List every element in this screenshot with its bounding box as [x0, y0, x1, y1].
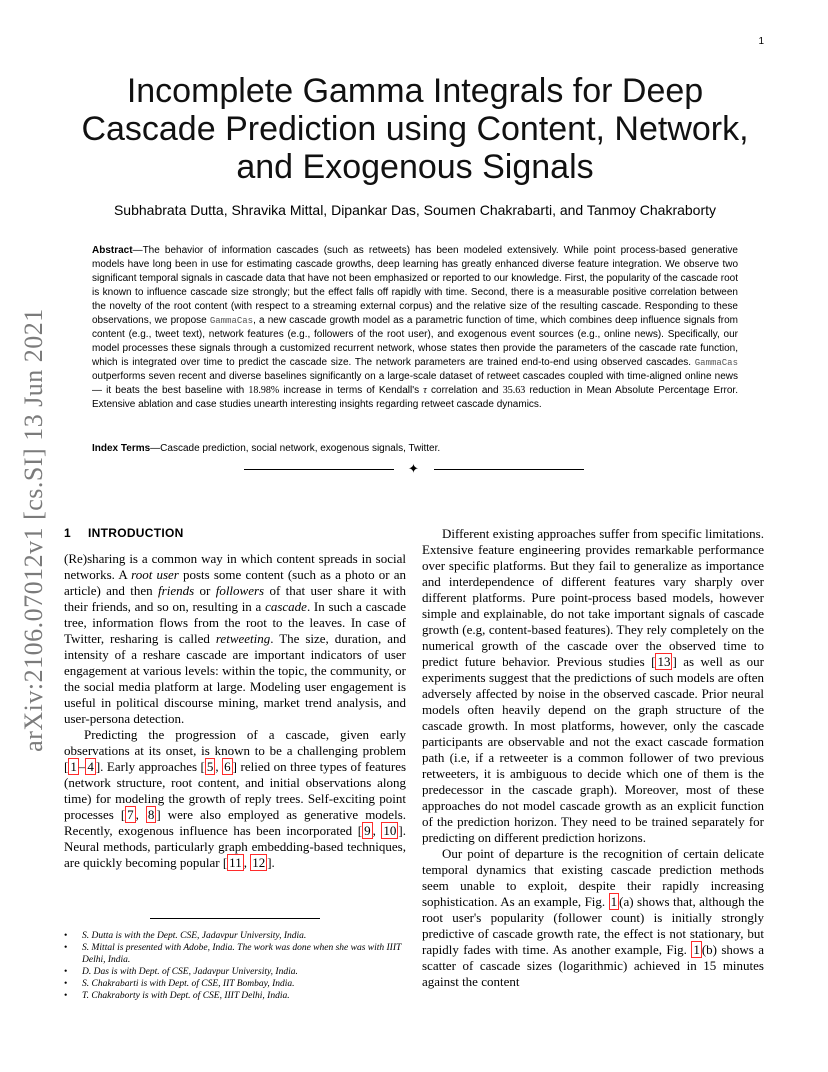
- model-name: GammaCas: [694, 358, 738, 368]
- section-heading: [64, 526, 406, 540]
- abstract-text: outperforms seven recent and diverse baselines significantly on a large-scale dataset of retweet cascades coupled with time-aligned online news — it beats the best baseline with: [92, 371, 738, 396]
- intro-paragraph-2: Predicting the progression of a cascade, given early observations at its onset, is known to be a challenging problem [ 1 – 4 ]. Early approaches [ 5 , 6 ] relied on three types of features (network structure, root content, and initial observations along time) for modeling the growth of reply trees. Self-exciting point processes [ 7 , 8 ] were also employed as generative models. Recently, exogenous influence has been incorporated [ 9 , 10 ]. Neural methods, particularly graph embedding-based techniques, are quickly becoming popular [ 11 , 12 ].: [64, 727, 407, 870]
- citation-link[interactable]: 11: [229, 855, 242, 870]
- page-number: 1: [758, 36, 764, 47]
- bullet-icon: •: [64, 931, 68, 941]
- bullet-icon: •: [64, 943, 68, 953]
- right-column: [422, 526, 764, 990]
- kendall-increase: 18.98%: [248, 385, 280, 396]
- index-terms: [92, 442, 738, 456]
- intro-paragraph-1: (Re)sharing is a common way in which content spreads in social networks. A root user posts some content (such as a photo or an article) and then friends or followers of that user share it with their friends, and so on, resulting in a cascade. In such a cascade tree, information flows from the root to the leaves. In case of Twitter, resharing is called retweeting. The size, duration, and intensity of a reshare cascade are important indicators of user engagement at various levels: within the topic, the community, or the social media platform at large. Modeling user engagement is useful in political discourse mining, market trend analysis, and user-persona detection.: [64, 551, 406, 726]
- footnote-item: • T. Chakraborty is with Dept. of CSE, IIIT Delhi, India.: [64, 991, 290, 1001]
- citation-link[interactable]: 12: [252, 855, 266, 870]
- section-divider: [244, 462, 584, 478]
- figure-ref-link[interactable]: 1: [610, 894, 618, 909]
- mape-reduction: 35.63: [502, 385, 526, 396]
- arxiv-stamp: [4, 300, 64, 760]
- footnotes: [64, 930, 410, 1002]
- divider-line-left: [244, 469, 394, 470]
- citation-link[interactable]: 5: [206, 759, 214, 774]
- citation-link[interactable]: 8: [147, 807, 155, 822]
- footnote-item: • S. Dutta is with the Dept. CSE, Jadavpur University, India.: [64, 931, 307, 941]
- footnote-item: • S. Mittal is presented with Adobe, India. The work was done when she was with IIIT Delhi, India.: [64, 943, 402, 965]
- divider-ornament-icon: ✦: [408, 461, 419, 476]
- paper-title: Incomplete Gamma Integrals for Deep Cascade Prediction using Content, Network, and Exogenous Signals: [81, 72, 749, 186]
- arxiv-stamp-text: arXiv:2106.07012v1 [cs.SI] 13 Jun 2021: [19, 308, 49, 752]
- tau-symbol: τ: [423, 385, 427, 396]
- intro-paragraph-4: Our point of departure is the recognition of certain delicate temporal dynamics that existing cascade prediction methods seem unable to exploit, despite their rapidly increasing sophistication. As an example, Fig. 1 (a) shows that, although the root user's popularity (follower count) is initially strongly predictive of cascade growth rate, the effect is not stationary, but rapidly fades with time. As another example, Fig. 1 (b) shows a scatter of cascade sizes (logarithmic) achieved in 15 minutes against the content: [422, 846, 764, 989]
- footnote-item: • D. Das is with Dept. of CSE, Jadavpur University, India.: [64, 967, 298, 977]
- citation-link[interactable]: 1: [70, 759, 77, 774]
- figure-ref-link[interactable]: 1: [693, 942, 700, 957]
- footnote-rule: [150, 918, 320, 919]
- bullet-icon: •: [64, 967, 68, 977]
- abstract-text: reduction in Mean Absolute Percentage Error. Extensive ablation and case studies unearth interesting insights regarding retweet cascade dynamics.: [92, 385, 738, 410]
- citation-link[interactable]: 13: [657, 654, 671, 669]
- section-number: 1: [64, 526, 71, 540]
- citation-link[interactable]: 6: [224, 759, 231, 774]
- section-title: INTRODUCTION: [88, 526, 184, 540]
- bullet-icon: •: [64, 979, 68, 989]
- index-terms-text: —Cascade prediction, social network, exogenous signals, Twitter.: [150, 443, 441, 454]
- footnote-item: • S. Chakrabarti is with Dept. of CSE, IIT Bombay, India.: [64, 979, 295, 989]
- citation-link[interactable]: 7: [127, 807, 134, 822]
- abstract-label: Abstract: [92, 245, 133, 256]
- author-list: Subhabrata Dutta, Shravika Mittal, Dipankar Das, Soumen Chakrabarti, and Tanmoy Chakraborty: [113, 202, 717, 218]
- abstract-text: increase in terms of Kendall's: [279, 385, 424, 396]
- abstract: [92, 244, 738, 412]
- citation-link[interactable]: 4: [87, 759, 94, 774]
- left-column: [64, 526, 406, 871]
- divider-line-right: [434, 469, 584, 470]
- citation-link[interactable]: 10: [383, 823, 397, 838]
- abstract-text: correlation and: [426, 385, 503, 396]
- abstract-text: —The behavior of information cascades (such as retweets) has been modeled extensively. While point process-based generative models have long been in use for estimating cascade growths, deep learning has greatly enhanced diverse feature integration. We observe two significant temporal signals in cascade data that have not been emphasized or reported to our knowledge. First, the popularity of the cascade root is known to influence cascade size strongly; but the effect falls off rapidly with time. Second, there is a measurable positive correlation between the novelty of the root content (with respect to a streaming external corpus) and the relative size of the resulting cascade. Responding to these observations, we propose: [92, 245, 738, 326]
- abstract-text: , a new cascade growth model as a parametric function of time, which combines deep influence signals from content (e.g., tweet text), network features (e.g., followers of the root user), and exogenous event sources (e.g., online news). Specifically, our model processes these signals through a customized recurrent network, whose states then provide the parameters of the cascade rate function, which is integrated over time to predict the cascade size. The network parameters are trained end-to-end using observed cascades.: [92, 315, 739, 368]
- intro-paragraph-3: Different existing approaches suffer from specific limitations. Extensive feature engineering provides remarkable performance over specific platforms. But they fail to generalize as importance and interdependence of different features vary sharply over different platforms. Pure point-process based models, however simple and explainable, do not take important signals of cascade growth (e.g, content-based features). They rely completely on the numerical growth of the cascade over the observed time to predict future behavior. Previous studies [ 13 ] as well as our experiments suggest that the predictions of such models are often adversely affected by noise in the observed cascade. Prior neural models often heavily depend on the graph structure of the cascade growth. In most platforms, however, only the cascade participants are observable and not the exact cascade formation path (i.e, if a retweeter is a common follower of two previous retweeters, it is ambiguous to decide which one of them is the predecessor in the cascade graph). Moreover, most of these approaches do not model cascade growth as an explicit function of the prediction horizon. They need to be trained separately for predicting on different prediction horizons.: [422, 526, 765, 845]
- citation-link[interactable]: 9: [364, 823, 371, 838]
- bullet-icon: •: [64, 991, 68, 1001]
- index-terms-label: Index Terms: [92, 443, 151, 454]
- model-name: GammaCas: [209, 316, 254, 326]
